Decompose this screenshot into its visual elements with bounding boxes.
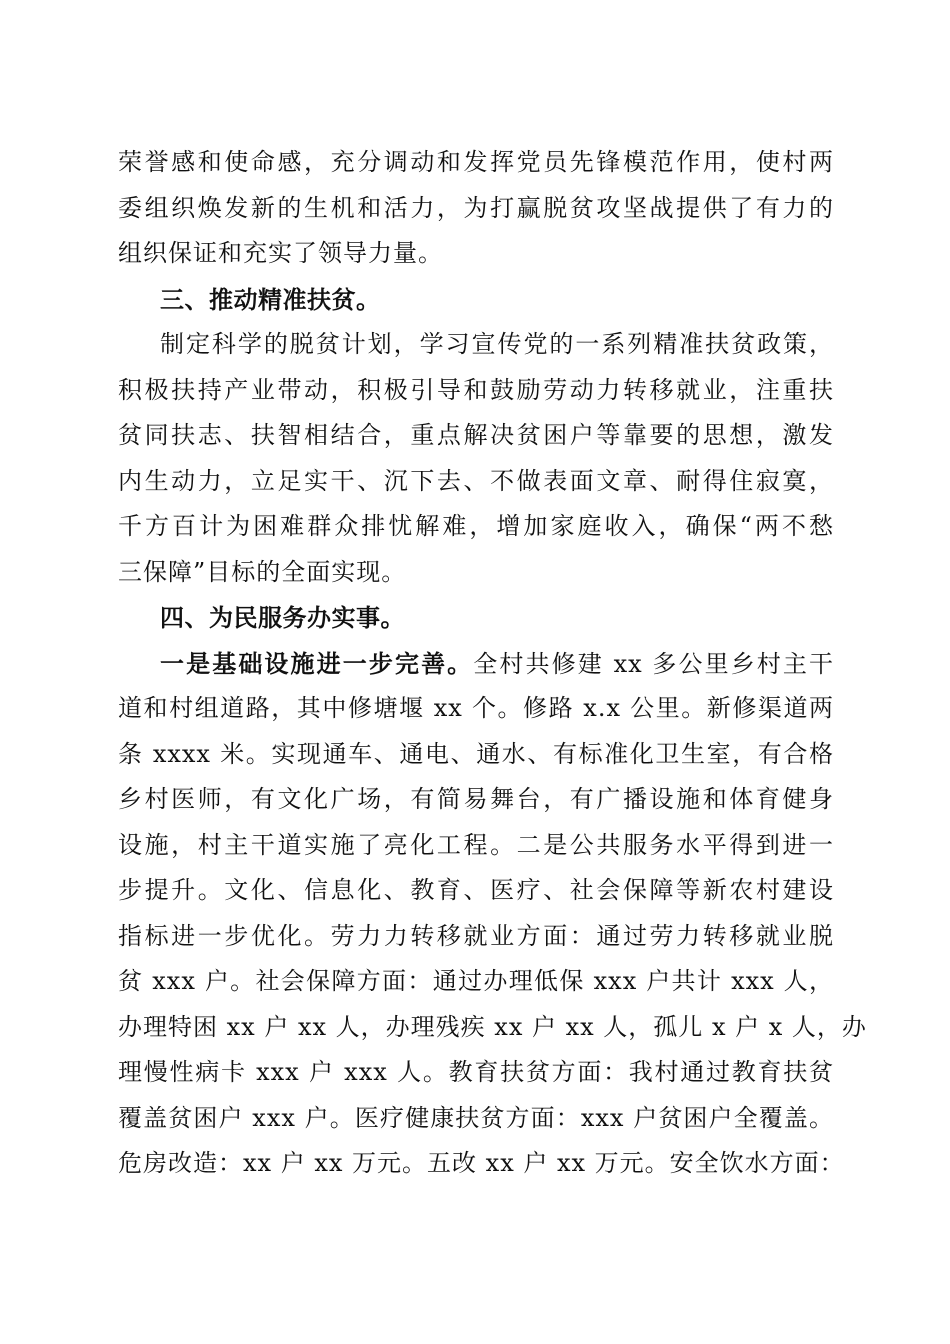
text-line: 千方百计为困难群众排忧解难，增加家庭收入，确保“两不愁 (118, 512, 834, 540)
inline-text: 全村共修建 xx 多公里乡村主干 (473, 649, 835, 678)
text-line: 条 xxxx 米。实现通车、通电、通水、有标准化卫生室，有合格 (118, 739, 834, 768)
text-line: 步提升。文化、信息化、教育、医疗、社会保障等新农村建设 (118, 876, 834, 904)
text-line: 办理特困 xx 户 xx 人，办理残疾 xx 户 xx 人，孤儿 x 户 x 人，办 (118, 1012, 867, 1041)
text-line: 委组织焕发新的生机和活力，为打赢脱贫攻坚战提供了有力的 (118, 193, 834, 222)
text-line: 组织保证和充实了领导力量。 (118, 239, 443, 267)
text-line: 制定科学的脱贫计划，学习宣传党的一系列精准扶贫政策， (160, 330, 834, 358)
paragraph-precision-poverty (118, 322, 834, 595)
text-line: 道和村组道路，其中修塘堰 xx 个。修路 x.x 公里。新修渠道两 (118, 694, 834, 722)
document-page (118, 140, 867, 1187)
text-line: 内生动力，立足实干、沉下去、不做表面文章、耐得住寂寞， (118, 466, 834, 495)
text-line: 覆盖贫困户 xxx 户。医疗健康扶贫方面：xxx 户贫困户全覆盖。 (118, 1103, 834, 1132)
text-line: 三保障”目标的全面实现。 (118, 557, 407, 586)
text-line: 指标进一步优化。劳力力转移就业方面：通过劳力转移就业脱 (118, 921, 834, 950)
text-line: 贫同扶志、扶智相结合，重点解决贫困户等靠要的思想，激发 (118, 421, 834, 449)
text-line (118, 641, 834, 687)
text-line: 设施，村主干道实施了亮化工程。二是公共服务水平得到进一 (118, 830, 834, 859)
text-line: 荣誉感和使命感，充分调动和发挥党员先锋模范作用，使村两 (118, 148, 834, 176)
text-line: 积极扶持产业带动，积极引导和鼓励劳动力转移就业，注重扶 (118, 375, 834, 404)
text-line: 乡村医师，有文化广场，有简易舞台，有广播设施和体育健身 (118, 785, 834, 813)
section-heading-4: 四、为民服务办实事。 (160, 603, 405, 632)
text-line: 危房改造：xx 户 xx 万元。五改 xx 户 xx 万元。安全饮水方面： (118, 1149, 845, 1177)
section-heading-3: 三、推动精准扶贫。 (160, 284, 381, 314)
text-line: 贫 xxx 户。社会保障方面：通过办理低保 xxx 户共计 xxx 人， (118, 967, 834, 995)
inline-bold-lead: 一是基础设施进一步完善。 (160, 648, 474, 678)
paragraph-org-guarantee (118, 140, 834, 277)
text-line: 理慢性病卡 xxx 户 xxx 人。教育扶贫方面：我村通过教育扶贫 (118, 1058, 834, 1086)
paragraph-public-service (118, 641, 867, 1187)
